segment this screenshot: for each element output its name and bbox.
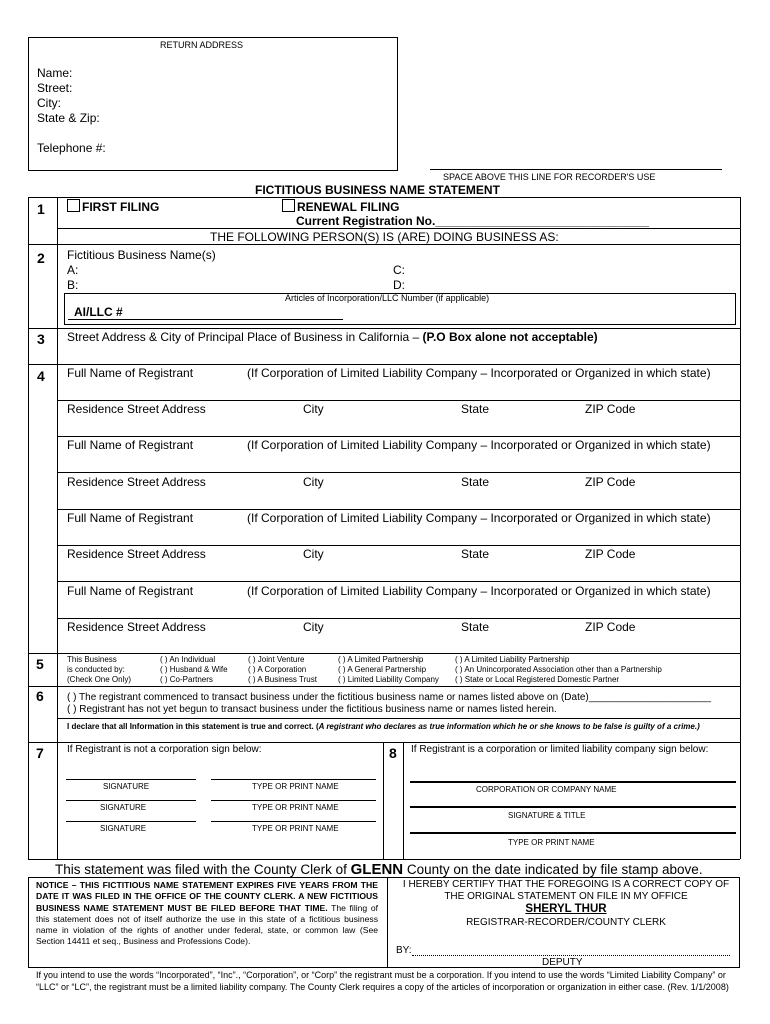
signature-line[interactable] <box>66 779 196 780</box>
deputy-signature-line[interactable] <box>412 955 730 956</box>
sec7-8-divider <box>383 742 384 859</box>
sec8-label: If Registrant is a corporation or limited liability company sign below: <box>411 744 709 755</box>
option-co-partners[interactable]: ( ) Co-Partners <box>160 675 213 684</box>
business-name-a-field[interactable]: A: <box>67 263 79 277</box>
section-7-number: 7 <box>36 745 44 761</box>
signature-caption: SIGNATURE <box>103 782 150 791</box>
business-name-b-field[interactable]: B: <box>67 278 79 292</box>
section-8-number: 8 <box>389 745 397 761</box>
return-street-field[interactable]: Street: <box>37 81 73 95</box>
notice-text: NOTICE – THIS FICTITIOUS NAME STATEMENT EXPIRES FIVE YEARS FROM THE DATE IT WAS FILED IN THE OFFICE OF THE COUNTY CLERK. A NEW FICTITIOUS BUSINESS NAME STATEMENT MUST BE FILED BEFORE THAT TIME. The filing of this statement does not of itself authorize the use in this state of a fictitious business name in violation of the rights of another under federal, state, or common law (See Section 14411 et seq., Business and Professions Code). <box>36 880 378 947</box>
type-print-line[interactable] <box>211 779 376 780</box>
articles-label: Articles of Incorporation/LLC Number (if applicable) <box>285 293 490 303</box>
option-limited-partnership[interactable]: ( ) A Limited Partnership <box>338 655 424 664</box>
principal-address-label[interactable]: Street Address & City of Principal Place of Business in California – (P.O Box alone not acceptable) <box>67 330 598 344</box>
signature-caption: SIGNATURE <box>100 824 147 833</box>
registrant-full-name-field[interactable]: Full Name of Registrant <box>67 511 194 525</box>
state-field[interactable]: State <box>461 402 490 416</box>
number-column-border <box>57 197 58 859</box>
registrant-divider <box>57 472 740 473</box>
bottom-divider <box>387 877 388 968</box>
corp-name-caption: CORPORATION OR COMPANY NAME <box>476 785 617 794</box>
by-label: BY: <box>396 945 412 956</box>
zip-field[interactable]: ZIP Code <box>585 547 636 561</box>
option-domestic-partner[interactable]: ( ) State or Local Registered Domestic Partner <box>455 675 620 684</box>
form-title: FICTITIOUS BUSINESS NAME STATEMENT <box>255 183 500 197</box>
renewal-filing-checkbox[interactable]: RENEWAL FILING <box>282 199 399 214</box>
registrant-corp-note: (If Corporation of Limited Liability Company – Incorporated or Organized in which state) <box>247 584 711 598</box>
section1-sub-line <box>57 228 740 229</box>
zip-field[interactable]: ZIP Code <box>585 620 636 634</box>
section7-top <box>28 742 740 743</box>
section-3-number: 3 <box>37 331 45 347</box>
not-yet-begun-option[interactable]: ( ) Registrant has not yet begun to transact business under the fictitious business name or names listed herein. <box>67 704 557 715</box>
ai-llc-field[interactable]: AI/LLC # <box>74 305 123 319</box>
first-filing-checkbox[interactable]: FIRST FILING <box>67 199 159 214</box>
option-llp[interactable]: ( ) A Limited Liability Partnership <box>455 655 570 664</box>
business-name-d-field[interactable]: D: <box>393 278 405 292</box>
clerk-title: REGISTRAR-RECORDER/COUNTY CLERK <box>466 917 666 928</box>
business-type-intro: This Business is conducted by: (Check One Only) <box>67 655 132 684</box>
section6-top <box>28 686 740 687</box>
current-registration-field[interactable]: Current Registration No.________________________________ <box>296 214 649 228</box>
residence-address-field[interactable]: Residence Street Address <box>67 620 206 634</box>
business-name-c-field[interactable]: C: <box>393 263 405 277</box>
registrant-divider <box>57 618 740 619</box>
declare-top <box>57 718 740 719</box>
option-corporation[interactable]: ( ) A Corporation <box>248 665 307 674</box>
ai-llc-underline <box>68 319 343 320</box>
residence-address-field[interactable]: Residence Street Address <box>67 475 206 489</box>
footer-note: If you intend to use the words “Incorporated”, “Inc”., “Corporation”, or “Corp” the registrant must be a corporation. If you intend to use the words “Limited Liability Company” or “LLC” or “LC”, the registrant must be a limited liability company. The County Clerk requires a copy of the articles of incorporation or organization in either case. (Rev. 1/1/2008) <box>36 970 729 992</box>
city-field[interactable]: City <box>303 547 324 561</box>
type-print-caption: TYPE OR PRINT NAME <box>252 803 339 812</box>
left-border <box>28 197 29 859</box>
section5-top <box>28 653 740 654</box>
registrant-full-name-field[interactable]: Full Name of Registrant <box>67 584 194 598</box>
option-business-trust[interactable]: ( ) A Business Trust <box>248 675 317 684</box>
return-state-zip-field[interactable]: State & Zip: <box>37 111 100 125</box>
registrant-divider <box>57 436 740 437</box>
zip-field[interactable]: ZIP Code <box>585 475 636 489</box>
return-name-field[interactable]: Name: <box>37 66 73 80</box>
residence-address-field[interactable]: Residence Street Address <box>67 547 206 561</box>
section2-top <box>28 244 740 245</box>
right-border <box>740 197 741 859</box>
return-telephone-field[interactable]: Telephone #: <box>37 141 106 155</box>
signature-line[interactable] <box>66 800 196 801</box>
option-individual[interactable]: ( ) An Individual <box>160 655 216 664</box>
section1-top <box>28 197 740 198</box>
registrant-divider <box>57 509 740 510</box>
filed-statement: This statement was filed with the County Clerk of GLENN County on the date indicated by file stamp above. <box>55 861 703 878</box>
business-type-col4 <box>338 655 439 685</box>
deputy-label: DEPUTY <box>542 957 583 968</box>
registrant-divider <box>57 400 740 401</box>
corp-name-line[interactable] <box>410 781 736 783</box>
certify-line1: I HEREBY CERTIFY THAT THE FOREGOING IS A CORRECT COPY OF <box>402 879 730 890</box>
ai-llc-box <box>64 293 736 325</box>
residence-address-field[interactable]: Residence Street Address <box>67 402 206 416</box>
type-print-line[interactable] <box>211 800 376 801</box>
sig-title-caption: SIGNATURE & TITLE <box>508 811 586 820</box>
business-type-col3 <box>248 655 317 685</box>
state-field[interactable]: State <box>461 547 490 561</box>
section-4-number: 4 <box>37 368 45 384</box>
registrant-full-name-field[interactable]: Full Name of Registrant <box>67 366 194 380</box>
registrant-full-name-field[interactable]: Full Name of Registrant <box>67 438 194 452</box>
sig-title-line[interactable] <box>410 806 736 808</box>
type-print-caption: TYPE OR PRINT NAME <box>508 838 595 847</box>
clerk-name: SHERYL THUR <box>525 903 607 915</box>
option-general-partnership[interactable]: ( ) A General Partnership <box>338 665 427 674</box>
registrant-corp-note: (If Corporation of Limited Liability Company – Incorporated or Organized in which state) <box>247 511 711 525</box>
section4-top <box>28 364 740 365</box>
section-1-number: 1 <box>37 201 45 217</box>
recorder-note: SPACE ABOVE THIS LINE FOR RECORDER'S USE <box>443 172 656 182</box>
business-type-col5 <box>455 655 662 685</box>
option-llc[interactable]: ( ) Limited Liability Company <box>338 675 439 684</box>
sec7-label: If Registrant is not a corporation sign below: <box>67 744 262 755</box>
recorder-line <box>430 169 722 170</box>
section-5-number: 5 <box>36 656 44 672</box>
signature-line[interactable] <box>66 821 196 822</box>
business-type-col2 <box>160 655 228 685</box>
city-field[interactable]: City <box>303 402 324 416</box>
zip-field[interactable]: ZIP Code <box>585 402 636 416</box>
section-2-number: 2 <box>37 250 45 266</box>
form-bottom <box>28 859 740 860</box>
section-6-number: 6 <box>36 688 44 704</box>
registrant-corp-note: (If Corporation of Limited Liability Company – Incorporated or Organized in which state) <box>247 438 711 452</box>
business-name-label: Fictitious Business Name(s) <box>67 248 216 262</box>
type-print-line[interactable] <box>211 821 376 822</box>
section3-top <box>28 328 740 329</box>
registrant-divider <box>57 545 740 546</box>
return-city-field[interactable]: City: <box>37 96 61 110</box>
option-unincorporated-association[interactable]: ( ) An Unincorporated Association other than a Partnership <box>455 665 662 674</box>
type-print-line[interactable] <box>410 832 736 834</box>
commenced-business-option[interactable]: ( ) The registrant commenced to transact business under the fictitious business name or names listed above on (Date)______________________ <box>67 692 712 703</box>
registrant-divider <box>57 581 740 582</box>
certify-line2: THE ORIGINAL STATEMENT ON FILE IN MY OFFICE <box>444 891 688 902</box>
option-joint-venture[interactable]: ( ) Joint Venture <box>248 655 305 664</box>
type-print-caption: TYPE OR PRINT NAME <box>252 824 339 833</box>
doing-business-heading: THE FOLLOWING PERSON(S) IS (ARE) DOING BUSINESS AS: <box>210 230 559 244</box>
sec8-number-border <box>403 742 404 859</box>
checkbox-icon <box>67 199 80 212</box>
signature-caption: SIGNATURE <box>100 803 147 812</box>
state-field[interactable]: State <box>461 620 490 634</box>
return-address-title: RETURN ADDRESS <box>160 40 244 50</box>
checkbox-icon <box>282 199 295 212</box>
type-print-caption: TYPE OR PRINT NAME <box>252 782 339 791</box>
option-husband-wife[interactable]: ( ) Husband & Wife <box>160 665 228 674</box>
city-field[interactable]: City <box>303 620 324 634</box>
state-field[interactable]: State <box>461 475 490 489</box>
declaration-text: I declare that all Information in this statement is true and correct. (A registrant who declares as true information which he or she knows to be false is guilty of a crime.) <box>67 722 700 731</box>
registrant-corp-note: (If Corporation of Limited Liability Company – Incorporated or Organized in which state) <box>247 366 711 380</box>
city-field[interactable]: City <box>303 475 324 489</box>
